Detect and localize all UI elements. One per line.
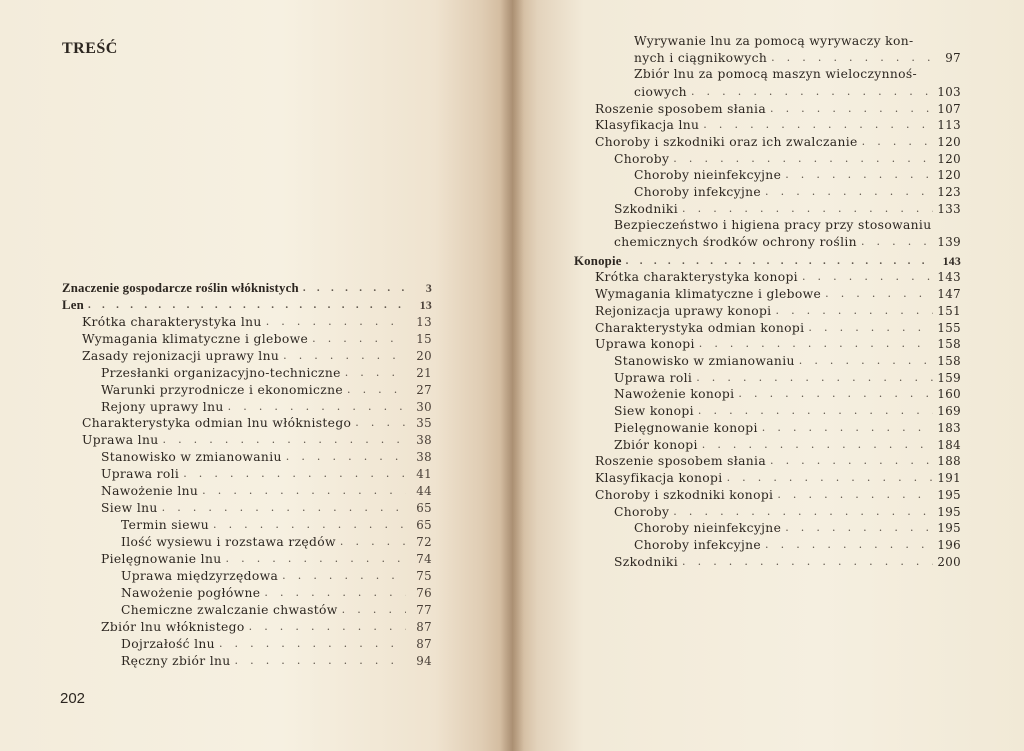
- dot-leader: [799, 353, 934, 369]
- dot-leader: [202, 483, 406, 499]
- toc-entry-title: Uprawa lnu: [82, 433, 159, 448]
- toc-entry-title: Zasady rejonizacji uprawy lnu: [82, 348, 280, 363]
- toc-entry-title: Len: [62, 297, 84, 312]
- toc-entry: [575, 100, 961, 117]
- toc-entry-page: 75: [416, 568, 432, 583]
- toc-entry: [62, 448, 432, 465]
- toc-entry-page: 65: [416, 501, 432, 516]
- dot-leader: [88, 297, 406, 313]
- dot-leader: [345, 365, 406, 381]
- toc-entry-page: 65: [416, 518, 432, 533]
- toc-entry: [62, 550, 432, 567]
- toc-entry-page: 160: [937, 387, 961, 402]
- dot-leader: [264, 585, 406, 601]
- dot-leader: [765, 537, 933, 553]
- toc-entry-title: Nawożenie lnu: [101, 484, 199, 499]
- toc-entry-page: 41: [416, 467, 432, 482]
- table-of-contents-konopie: [575, 252, 961, 570]
- toc-entry: [62, 516, 432, 533]
- toc-entry-page: 87: [416, 619, 432, 634]
- toc-entry: [574, 252, 961, 269]
- toc-entry: [62, 330, 432, 347]
- toc-entry-page: 20: [416, 348, 432, 363]
- toc-entry-page: 120: [937, 151, 961, 166]
- toc-entry: [575, 352, 961, 369]
- toc-entry: [575, 133, 961, 150]
- toc-entry-title: Dojrzałość lnu: [121, 636, 215, 651]
- toc-entry: [575, 553, 961, 570]
- toc-entry-page: 120: [937, 135, 961, 150]
- toc-entry-page: 169: [937, 404, 961, 419]
- toc-entry: [575, 369, 961, 386]
- dot-leader: [862, 134, 934, 150]
- toc-entry-page: 200: [937, 554, 961, 569]
- toc-entry: [575, 200, 961, 217]
- toc-entry-title: Klasyfikacja konopi: [595, 471, 723, 486]
- toc-entry-title: Zbiór lnu za pomocą maszyn wieloczynnoś-: [634, 67, 918, 82]
- toc-entry-title: Stanowisko w zmianowaniu: [614, 354, 795, 369]
- dot-leader: [682, 201, 933, 217]
- page-title: TREŚĆ: [62, 40, 118, 57]
- toc-entry-title: Chemiczne zwalczanie chwastów: [121, 602, 338, 617]
- dot-leader: [347, 382, 406, 398]
- dot-leader: [691, 84, 933, 100]
- table-of-contents-right: [575, 33, 961, 250]
- toc-entry-page: 184: [937, 437, 961, 452]
- toc-entry: [575, 503, 961, 520]
- dot-leader: [235, 653, 406, 669]
- toc-entry: [62, 533, 432, 550]
- toc-entry-title: Roszenie sposobem słania: [595, 454, 766, 469]
- toc-entry: [575, 536, 961, 553]
- dot-leader: [673, 151, 933, 167]
- toc-entry-page: 120: [937, 168, 961, 183]
- toc-entry: [62, 465, 432, 482]
- dot-leader: [777, 487, 933, 503]
- toc-entry: [62, 415, 432, 432]
- dot-leader: [162, 500, 406, 516]
- toc-entry: [62, 279, 432, 296]
- dot-leader: [775, 303, 933, 319]
- toc-entry-page: 155: [937, 320, 961, 335]
- toc-entry: [62, 635, 432, 652]
- toc-entry-title: Pielęgnowanie konopi: [614, 420, 758, 435]
- dot-leader: [785, 167, 933, 183]
- toc-entry-title: Pielęgnowanie lnu: [101, 551, 222, 566]
- toc-entry-page: 3: [425, 280, 432, 295]
- toc-entry-title: Wymagania klimatyczne i glebowe: [595, 287, 822, 302]
- toc-entry-title: Uprawa konopi: [595, 337, 695, 352]
- toc-entry-title: ciowych: [634, 84, 687, 99]
- toc-entry-page: 15: [416, 331, 432, 346]
- dot-leader: [738, 386, 933, 402]
- toc-entry: [575, 50, 961, 67]
- toc-entry-page: 76: [416, 585, 432, 600]
- toc-entry-title: Siew lnu: [101, 501, 158, 516]
- toc-entry-page: 158: [937, 337, 961, 352]
- toc-entry: [62, 584, 432, 601]
- toc-entry-page: 143: [942, 253, 961, 268]
- dot-leader: [808, 320, 933, 336]
- dot-leader: [770, 101, 933, 117]
- dot-leader: [355, 415, 406, 431]
- dot-leader: [249, 619, 406, 635]
- dot-leader: [213, 517, 406, 533]
- toc-entry-page: 158: [937, 354, 961, 369]
- toc-entry: [575, 83, 961, 100]
- toc-entry-page: 97: [945, 51, 961, 66]
- toc-entry-title: Choroby nieinfekcyjne: [634, 521, 782, 536]
- dot-leader: [698, 403, 934, 419]
- toc-entry-title: Choroby nieinfekcyjne: [634, 168, 782, 183]
- toc-entry-page: 21: [416, 365, 432, 380]
- dot-leader: [682, 554, 933, 570]
- toc-entry: [575, 336, 961, 353]
- dot-leader: [702, 437, 934, 453]
- toc-entry-title: Krótka charakterystyka lnu: [82, 314, 262, 329]
- toc-entry-title: Charakterystyka odmian konopi: [595, 320, 805, 335]
- book-gutter: [500, 0, 524, 751]
- toc-entry: [575, 167, 961, 184]
- dot-leader: [228, 399, 406, 415]
- toc-entry: [62, 364, 432, 381]
- toc-entry-page: 107: [937, 101, 961, 116]
- toc-entry-page: 87: [416, 636, 432, 651]
- toc-entry: [575, 285, 961, 302]
- dot-leader: [762, 420, 934, 436]
- toc-entry: [62, 499, 432, 516]
- toc-entry: [575, 234, 961, 251]
- dot-leader: [286, 449, 406, 465]
- toc-entry-title: Rejonizacja uprawy konopi: [595, 303, 772, 318]
- toc-entry-title: Ręczny zbiór lnu: [121, 653, 231, 668]
- toc-entry-title: Warunki przyrodnicze i ekonomiczne: [101, 382, 343, 397]
- toc-entry: [575, 486, 961, 503]
- toc-entry-page: 195: [937, 487, 961, 502]
- dot-leader: [282, 568, 406, 584]
- toc-entry-page: 74: [416, 551, 432, 566]
- toc-entry-page: 188: [937, 454, 961, 469]
- dot-leader: [727, 470, 934, 486]
- toc-entry-title: Krótka charakterystyka konopi: [595, 270, 798, 285]
- toc-entry-title: Wymagania klimatyczne i glebowe: [82, 331, 309, 346]
- toc-entry: [575, 302, 961, 319]
- toc-entry-page: 123: [937, 185, 961, 200]
- toc-entry-page: 183: [937, 420, 961, 435]
- toc-entry: [62, 652, 432, 669]
- toc-entry-title: Choroby: [614, 504, 670, 519]
- toc-entry-page: 94: [416, 653, 432, 668]
- toc-entry-page: 13: [416, 314, 432, 329]
- dot-leader: [770, 453, 933, 469]
- dot-leader: [626, 253, 935, 269]
- toc-entry-title: Klasyfikacja lnu: [595, 118, 700, 133]
- toc-entry-title: Stanowisko w zmianowaniu: [101, 450, 282, 465]
- toc-entry-page: 27: [416, 382, 432, 397]
- toc-entry: [62, 381, 432, 398]
- toc-entry: [62, 313, 432, 330]
- dot-leader: [673, 504, 933, 520]
- toc-entry-title: Termin siewu: [121, 518, 209, 533]
- dot-leader: [703, 117, 933, 133]
- toc-entry-title: Uprawa międzyrzędowa: [121, 568, 279, 583]
- dot-leader: [266, 314, 406, 330]
- toc-entry-title: Konopie: [574, 253, 622, 268]
- toc-entry: [62, 296, 432, 313]
- toc-entry: [62, 398, 432, 415]
- toc-entry: [575, 217, 961, 234]
- toc-entry: [575, 520, 961, 537]
- dot-leader: [825, 286, 933, 302]
- toc-entry-title: Ilość wysiewu i rozstawa rzędów: [121, 535, 336, 549]
- toc-entry-title: Choroby infekcyjne: [634, 185, 762, 200]
- table-of-contents-left: [62, 279, 432, 669]
- page-number: 202: [60, 690, 86, 707]
- toc-entry: [62, 618, 432, 635]
- dot-leader: [861, 234, 933, 250]
- dot-leader: [226, 551, 406, 567]
- toc-entry-title: Przesłanki organizacyjno-techniczne: [101, 365, 341, 380]
- toc-entry: [575, 402, 961, 419]
- toc-entry-title: nych i ciągnikowych: [634, 51, 768, 66]
- toc-entry: [62, 347, 432, 364]
- toc-entry: [62, 601, 432, 618]
- toc-entry-page: 133: [937, 201, 961, 216]
- toc-entry-page: 38: [416, 433, 432, 448]
- toc-entry-page: 44: [416, 484, 432, 499]
- toc-entry-page: 159: [937, 370, 961, 385]
- dot-leader: [219, 636, 406, 652]
- toc-entry: [575, 33, 961, 50]
- toc-entry-title: Choroby i szkodniki konopi: [595, 487, 774, 502]
- toc-entry-title: Znaczenie gospodarcze roślin włóknistych: [62, 280, 299, 295]
- toc-entry-page: 195: [937, 504, 961, 519]
- toc-entry-page: 147: [937, 287, 961, 302]
- toc-entry: [62, 431, 432, 448]
- dot-leader: [283, 348, 406, 364]
- toc-entry: [575, 150, 961, 167]
- toc-entry: [575, 469, 961, 486]
- toc-entry-page: 38: [416, 450, 432, 465]
- toc-entry-title: Nawożenie pogłówne: [121, 585, 261, 600]
- toc-entry: [575, 269, 961, 286]
- toc-entry-page: 13: [419, 297, 432, 312]
- dot-leader: [303, 280, 406, 296]
- toc-entry-page: 139: [937, 235, 961, 250]
- dot-leader: [183, 466, 406, 482]
- toc-entry-title: Szkodniki: [614, 554, 679, 569]
- toc-entry-title: Rejony uprawy lnu: [101, 399, 224, 414]
- toc-entry: [575, 453, 961, 470]
- toc-entry-title: chemicznych środków ochrony roślin: [614, 235, 857, 250]
- toc-entry: [575, 436, 961, 453]
- toc-entry: [62, 567, 432, 584]
- toc-entry-title: Nawożenie konopi: [614, 387, 735, 402]
- toc-entry: [575, 117, 961, 134]
- toc-entry-title: Roszenie sposobem słania: [595, 101, 766, 116]
- toc-entry-page: 113: [937, 118, 961, 133]
- toc-entry-page: 77: [416, 602, 432, 617]
- toc-entry: [62, 482, 432, 499]
- toc-entry: [575, 386, 961, 403]
- dot-leader: [162, 432, 406, 448]
- dot-leader: [340, 534, 406, 550]
- dot-leader: [312, 331, 406, 347]
- toc-entry-page: 30: [416, 399, 432, 414]
- dot-leader: [696, 370, 933, 386]
- toc-entry: [575, 183, 961, 200]
- toc-entry-page: 196: [937, 537, 961, 552]
- toc-entry-title: Uprawa roli: [614, 370, 693, 385]
- toc-entry: [575, 419, 961, 436]
- toc-entry-page: 103: [937, 84, 961, 99]
- toc-entry-page: 195: [937, 521, 961, 536]
- toc-entry-title: Choroby i szkodniki oraz ich zwalczanie: [595, 135, 858, 150]
- toc-entry-title: Siew konopi: [614, 404, 694, 419]
- toc-entry-title: Choroby infekcyjne: [634, 537, 762, 552]
- dot-leader: [342, 602, 406, 618]
- dot-leader: [785, 520, 933, 536]
- toc-entry-page: 72: [416, 535, 432, 549]
- toc-entry-title: Charakterystyka odmian lnu włóknistego: [82, 416, 352, 431]
- toc-entry: [575, 66, 961, 83]
- toc-entry-title: Szkodniki: [614, 201, 679, 216]
- dot-leader: [699, 336, 934, 352]
- toc-entry-title: Zbiór lnu włóknistego: [101, 619, 245, 634]
- toc-entry-title: Wyrywanie lnu za pomocą wyrywaczy kon-: [634, 34, 914, 48]
- toc-entry-title: Zbiór konopi: [614, 437, 698, 452]
- toc-entry-title: Bezpieczeństwo i higiena pracy przy stosowaniu: [614, 217, 932, 232]
- toc-entry-title: Choroby: [614, 151, 670, 166]
- right-page: [512, 0, 1024, 751]
- dot-leader: [802, 269, 933, 285]
- toc-entry-page: 191: [937, 471, 961, 486]
- toc-entry-page: 35: [416, 416, 432, 431]
- toc-entry-page: 151: [937, 303, 961, 318]
- dot-leader: [771, 50, 935, 66]
- toc-entry: [575, 319, 961, 336]
- dot-leader: [765, 184, 933, 200]
- toc-entry-page: 143: [937, 270, 961, 285]
- toc-entry-title: Uprawa roli: [101, 467, 180, 482]
